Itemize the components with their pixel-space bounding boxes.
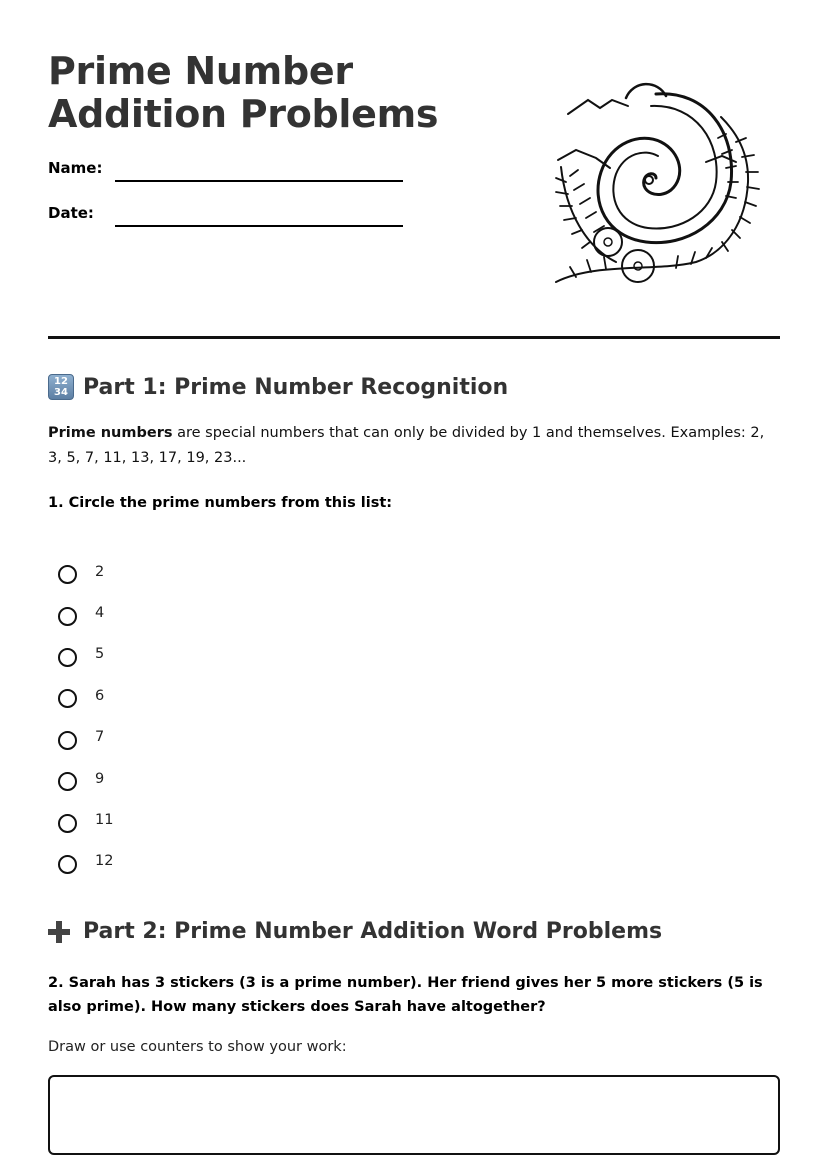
option-label: 6 — [95, 687, 105, 704]
option-11[interactable] — [58, 801, 113, 842]
radio-circle-icon[interactable] — [58, 607, 77, 626]
option-label: 5 — [95, 646, 105, 663]
worksheet-title: Prime Number Addition Problems — [48, 49, 439, 136]
date-label: Date: — [48, 204, 94, 222]
option-12[interactable] — [58, 843, 113, 884]
radio-circle-icon[interactable] — [58, 814, 77, 833]
option-9[interactable] — [58, 760, 113, 801]
option-label: 12 — [95, 853, 114, 870]
work-instruction: Draw or use counters to show your work: — [48, 1039, 347, 1055]
header-divider — [48, 336, 780, 339]
option-6[interactable] — [58, 677, 113, 718]
option-2[interactable] — [58, 553, 113, 594]
question-2: 2. Sarah has 3 stickers (3 is a prime number). Her friend gives her 5 more stickers (5 is also prime). How many stickers does Sarah have altogether? — [48, 975, 763, 1015]
option-label: 2 — [95, 563, 105, 580]
option-label: 11 — [95, 812, 114, 829]
prime-definition-text: are special numbers that can only be divided by 1 and themselves. Examples: 2, 3, 5, 7, 11, 13, 17, 19, 23... — [48, 425, 765, 466]
radio-circle-icon[interactable] — [58, 772, 77, 791]
prime-definition — [48, 421, 780, 471]
option-label: 9 — [95, 770, 105, 787]
part2-heading — [48, 919, 662, 944]
option-5[interactable] — [58, 636, 113, 677]
question-1: 1. Circle the prime numbers from this list: — [48, 495, 393, 511]
prime-options-list — [58, 553, 113, 884]
name-label: Name: — [48, 159, 103, 177]
work-area-box[interactable] — [48, 1075, 780, 1155]
prime-definition-bold: Prime numbers — [48, 425, 173, 441]
input-numbers-icon: 12 34 — [48, 374, 74, 400]
radio-circle-icon[interactable] — [58, 689, 77, 708]
radio-circle-icon[interactable] — [58, 855, 77, 874]
plus-icon — [48, 921, 70, 943]
koru-fern-illustration-icon — [536, 72, 760, 292]
option-7[interactable] — [58, 719, 113, 760]
part1-heading-text: Part 1: Prime Number Recognition — [83, 374, 509, 400]
name-line[interactable] — [115, 180, 403, 182]
radio-circle-icon[interactable] — [58, 565, 77, 584]
option-label: 4 — [95, 605, 105, 622]
radio-circle-icon[interactable] — [58, 648, 77, 667]
part2-heading-text: Part 2: Prime Number Addition Word Problems — [83, 919, 663, 944]
date-line[interactable] — [115, 225, 403, 227]
option-4[interactable] — [58, 594, 113, 635]
option-label: 7 — [95, 729, 105, 746]
radio-circle-icon[interactable] — [58, 731, 77, 750]
part1-heading — [48, 374, 508, 400]
